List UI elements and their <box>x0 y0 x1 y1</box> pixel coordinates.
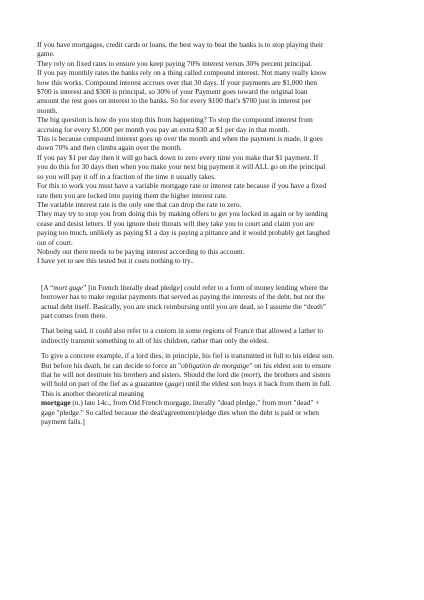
text-line: cease and desist letters. If you ignore their threats will they take you to court and claim you are <box>37 218 314 228</box>
text-line: If you pay $1 per day then it will go back down to zero every time you make that $1 payment. If <box>37 152 319 162</box>
text-line: The big question is how do you stop this from happening? To stop the compound interest from <box>37 115 313 125</box>
text-line: down 70% and then climbs again over the month. <box>37 143 182 153</box>
text-line: you do this for 30 days then when you make your next big payment it will ALL go on the principal <box>37 162 326 172</box>
text-run: (n.) late 14c., from Old French morgage, literally "dead pledge," from mort "dead" + <box>70 398 320 408</box>
paragraph-etymology <box>41 398 393 426</box>
text-line: amount the rest goes on interest to the banks. So for every $100 that’s $700 just in interest per <box>37 96 312 106</box>
text-line: so you will pay it off in a fraction of the time it usually takes. <box>37 171 216 181</box>
text-line: part comes from there. <box>41 310 108 320</box>
text-line: Nobody out there needs to be paying interest according to this account. <box>37 246 245 256</box>
text-line: This is another theoretical meaning <box>41 388 144 398</box>
text-run: " on his eldest son to ensure <box>249 360 332 370</box>
text-run: will hold on part of the fief as a guarantee ( <box>41 379 168 389</box>
mortgage-advice-section <box>37 40 393 266</box>
text-line <box>41 370 393 379</box>
text-line <box>41 283 393 292</box>
text-run: [A “ <box>41 282 54 292</box>
text-line: how this works. Compound interest accrues over that 30 days. If your payments are $1,000 then <box>37 77 318 87</box>
text-line <box>41 398 393 407</box>
text-line: For this to work you must have a variable mortgage rate or interest rate because if you have a fixed <box>37 181 327 191</box>
text-line: To give a concrete example, if a lord dies, in principle, his fief is transmitted in full to his eldest son. <box>41 351 334 361</box>
bold-term: mortgage <box>41 398 71 408</box>
text-line: borrower has to make regular payments that served as paying the interests of the debt, but not the <box>41 292 325 302</box>
text-line: out of court. <box>37 237 73 247</box>
text-line: They may try to stop you from doing this by making offers to get you locked in again or by sending <box>37 209 328 219</box>
text-run: But before his death, he can decide to force an " <box>41 360 182 370</box>
italic-term: gage <box>167 379 182 389</box>
text-line: They rely on fixed rates to ensure you keep paying 70% interest versus 30% percent principal. <box>37 58 313 68</box>
text-line: I have yet to see this tested but it costs nothing to try.. <box>37 256 194 266</box>
text-line <box>41 379 393 388</box>
text-line: If you pay monthly rates the banks rely on a thing called compound interest. Not many really know <box>37 68 327 78</box>
mort-gage-explanation-section <box>41 283 393 427</box>
text-run: ” [in French literally dead pledge] could refer to a form of money lending where the <box>83 282 329 292</box>
paragraph-custom-in-france <box>41 326 393 345</box>
text-run: ), the brothers and sisters <box>257 370 331 379</box>
paragraph-mort-gage-definition <box>41 283 393 321</box>
text-line: accruing for every $1,000 per month you pay an extra $30 at $1 per day in that month. <box>37 124 290 134</box>
text-line: $700 is interest and $300 is principal, so 30% of your Payment goes toward the original loan <box>37 87 308 97</box>
italic-term: obligation de morgaige <box>181 360 250 370</box>
text-line: rate then you are locked into paying them the higher interest rate. <box>37 190 228 200</box>
italic-term: mort <box>243 370 258 379</box>
section-spacer <box>37 266 393 283</box>
text-line: game. <box>37 49 55 59</box>
document-page <box>37 40 393 426</box>
text-run: ) until the eldest son buys it back from them in full. <box>181 379 332 389</box>
text-line: payment fails.] <box>41 417 85 427</box>
text-line: The variable interest rate is the only one that can drop the rate to zero. <box>37 199 242 209</box>
text-line: paying too much, unlikely as paying $1 a day is paying a pittance and it would probably get laughed <box>37 228 330 238</box>
text-run: that he will not destitute his brothers and sisters. Should the lord die ( <box>41 370 244 379</box>
text-line: gage "pledge." So called because the deal/agreement/pledge dies when the debt is paid or when <box>41 407 320 417</box>
text-line: actual debt itself. Basically, you are stuck reimbursing until you are dead, so I assume the “death” <box>41 301 327 311</box>
paragraph-concrete-example <box>41 351 393 398</box>
text-line: This is because compound interest goes up over the month and when the payment is made, it goes <box>37 134 323 144</box>
text-line: If you have mortgages, credit cards or loans, the best way to beat the banks is to stop playing their <box>37 40 324 49</box>
text-line <box>41 361 393 370</box>
text-line: That being said, it could also refer to a custom in some regions of France that allowed a father to <box>41 326 324 336</box>
italic-term: mort gage <box>53 282 84 292</box>
text-line: month. <box>37 105 58 115</box>
text-line: indirectly transmit something to all of his children, rather than only the eldest. <box>41 335 269 345</box>
